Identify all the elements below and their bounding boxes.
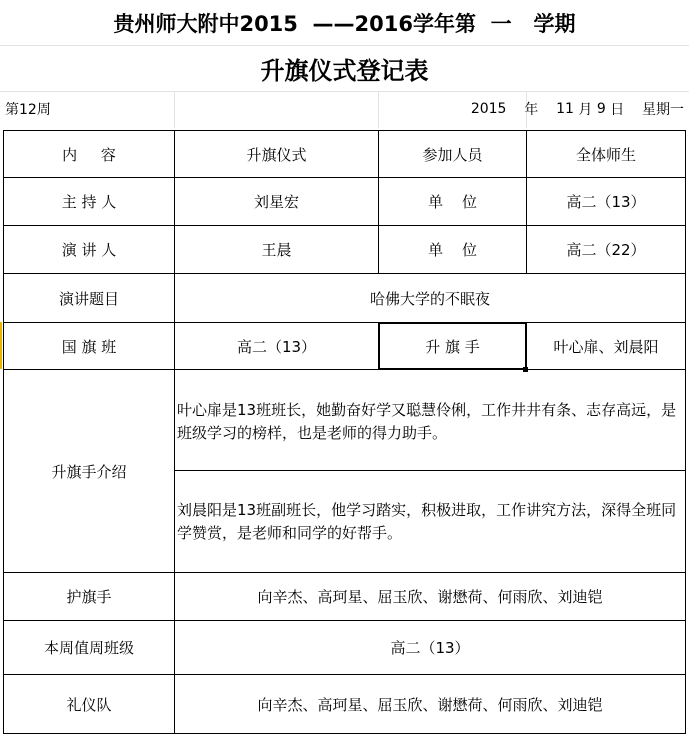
date-month-label: 月	[578, 102, 593, 118]
topic-value[interactable]: 哈佛大学的不眠夜	[174, 273, 686, 323]
date-day: 9	[596, 101, 606, 117]
grid-line	[174, 91, 175, 128]
title-line-2: 升旗仪式登记表	[260, 56, 429, 85]
flag-class-label: 国 旗 班	[3, 322, 175, 370]
flag-raiser-label-selected-cell[interactable]: 升 旗 手	[378, 322, 527, 370]
speaker-unit-value[interactable]: 高二（22）	[526, 225, 686, 274]
content-label: 内 容	[3, 130, 175, 178]
host-label: 主 持 人	[3, 177, 175, 226]
etiquette-label: 礼仪队	[3, 674, 175, 734]
speaker-value[interactable]: 王晨	[174, 225, 379, 274]
guards-value[interactable]: 向辛杰、高珂星、屈玉欣、谢懋荷、何雨欣、刘迪铠	[174, 572, 686, 621]
grid-line	[0, 45, 689, 46]
date-line	[444, 96, 684, 122]
guards-label: 护旗手	[3, 572, 175, 621]
topic-label: 演讲题目	[3, 273, 175, 323]
title-line-1: 贵州师大附中2015 ——2016学年第 一 学期	[113, 12, 576, 36]
content-value[interactable]: 升旗仪式	[174, 130, 379, 178]
flag-class-value[interactable]: 高二（13）	[174, 322, 379, 370]
date-year-label: 年	[524, 102, 539, 118]
host-unit-label: 单 位	[378, 177, 527, 226]
intro-paragraph-1[interactable]: 叶心扉是13班班长，她勤奋好学又聪慧伶俐，工作井井有条、志存高远，是班级学习的榜样，也是老师的得力助手。	[174, 369, 686, 471]
grid-line	[378, 91, 379, 128]
grid-line	[0, 91, 689, 92]
week-label: 第12周	[5, 102, 51, 118]
participants-label: 参加人员	[378, 130, 527, 178]
date-year: 2015	[470, 101, 507, 117]
host-unit-value[interactable]: 高二（13）	[526, 177, 686, 226]
duty-class-label: 本周值周班级	[3, 620, 175, 675]
host-value[interactable]: 刘星宏	[174, 177, 379, 226]
intro-paragraph-2[interactable]: 刘晨阳是13班副班长，他学习踏实，积极进取，工作讲究方法，深得全班同学赞赏，是老师和同学的好帮手。	[174, 470, 686, 573]
participants-value[interactable]: 全体师生	[526, 130, 686, 178]
etiquette-value[interactable]: 向辛杰、高珂星、屈玉欣、谢懋荷、何雨欣、刘迪铠	[174, 674, 686, 734]
date-weekday: 星期一	[642, 102, 684, 118]
speaker-label: 演 讲 人	[3, 225, 175, 274]
flag-raisers-value[interactable]: 叶心扉、刘晨阳	[526, 322, 686, 370]
intro-label: 升旗手介绍	[3, 369, 175, 573]
date-day-label: 日	[610, 102, 625, 118]
duty-class-value[interactable]: 高二（13）	[174, 620, 686, 675]
registration-table	[0, 130, 689, 739]
date-month: 11	[556, 101, 574, 117]
speaker-unit-label: 单 位	[378, 225, 527, 274]
